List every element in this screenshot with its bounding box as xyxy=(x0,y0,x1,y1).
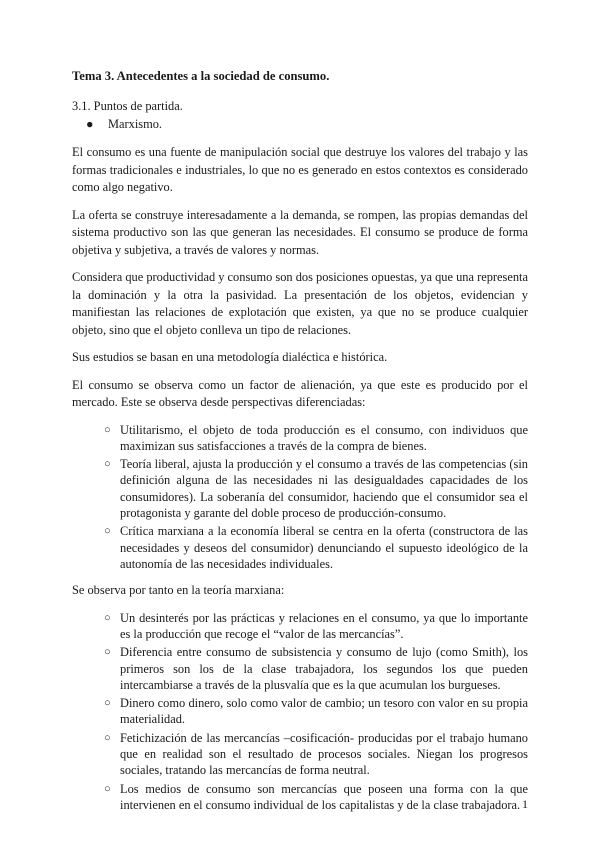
paragraph: El consumo se observa como un factor de alienación, ya que este es producido por el mercado. Este se observa desde perspectivas diferenciadas: xyxy=(72,377,528,409)
list-item: ○ Un desinterés por las prácticas y relaciones en el consumo, ya que lo importante es la producción que recoge el “valor de las mercancías”. xyxy=(104,610,528,641)
circle-bullet-icon: ○ xyxy=(104,646,111,659)
paragraph: La oferta se construye interesadamente a la demanda, se rompen, las propias demandas del sistema productivo son las que generan las necesidades. El consumo se produce de forma objetiva y subjetiva, a través de valores y normas. xyxy=(72,207,528,257)
marxian-theory-list xyxy=(72,610,528,814)
top-bullet-item xyxy=(86,116,528,132)
document-title: Tema 3. Antecedentes a la sociedad de consumo. xyxy=(72,69,330,83)
paragraph: Considera que productividad y consumo son dos posiciones opuestas, ya que una representa la dominación y la otra la pasividad. La presentación de los objetos, evidencian y manifiestan las relaciones de explotación que existen, ya que no se produce cualquier objeto, sino que el objeto conlleva un tipo de relaciones. xyxy=(72,270,528,337)
list-item: ○ Diferencia entre consumo de subsistencia y consumo de lujo (como Smith), los primeros son los de la clase trabajadora, los segundos los que pueden intercambiarse a través de la plusvalía que es la que acumulan los burgueses. xyxy=(104,645,528,692)
list-item: ○ Crítica marxiana a la economía liberal se centra en la oferta (constructora de las necesidades y deseos del consumidor) denunciando el supuesto ideológico de la autonomía de las necesidades individuales. xyxy=(104,524,528,571)
circle-bullet-icon: ○ xyxy=(104,525,111,538)
perspectives-list xyxy=(72,422,528,573)
paragraph: Sus estudios se basan en una metodología dialéctica e histórica. xyxy=(72,350,388,364)
circle-bullet-icon: ○ xyxy=(104,697,111,710)
page-number: 1 xyxy=(522,797,528,811)
circle-bullet-icon: ○ xyxy=(104,731,111,744)
list-item: ○ Fetichización de las mercancías –cosificación- producidas por el trabajo humano que en realidad son el resultado de procesos sociales. Niegan los progresos sociales, tratando las mercancías de forma neutral. xyxy=(104,730,528,778)
circle-bullet-icon: ○ xyxy=(104,611,111,624)
list-item: ○ Teoría liberal, ajusta la producción y el consumo a través de las competencias (sin definición alguna de las necesidades ni las desigualdades capacidades de los consumidores). La soberanía del consumidor, haciendo que el consumidor sea el protagonista y garante del doble proceso de producción-consumo. xyxy=(104,457,528,520)
document-page xyxy=(72,68,528,823)
circle-bullet-icon: ○ xyxy=(104,423,111,436)
list-item: ○ Los medios de consumo son mercancías que poseen una forma con la que intervienen en el consumo individual de los capitalistas y de la clase trabajadora. xyxy=(104,781,528,812)
top-bullet-text: Marxismo. xyxy=(108,117,163,131)
bullet-dot-icon: ● xyxy=(86,117,94,131)
circle-bullet-icon: ○ xyxy=(104,458,111,471)
list-item: ○ Utilitarismo, el objeto de toda producción es el consumo, con individuos que maximizan sus satisfacciones a través de la compra de bienes. xyxy=(104,422,528,453)
circle-bullet-icon: ○ xyxy=(104,782,111,795)
section-heading: 3.1. Puntos de partida. xyxy=(72,99,183,113)
list-item: ○ Dinero como dinero, solo como valor de cambio; un tesoro con valor en su propia materialidad. xyxy=(104,696,528,727)
paragraph: El consumo es una fuente de manipulación social que destruye los valores del trabajo y las formas tradicionales e industriales, lo que no es generado en estos contextos es considerado como algo negativo. xyxy=(72,145,528,194)
paragraph: Se observa por tanto en la teoría marxiana: xyxy=(72,583,285,598)
